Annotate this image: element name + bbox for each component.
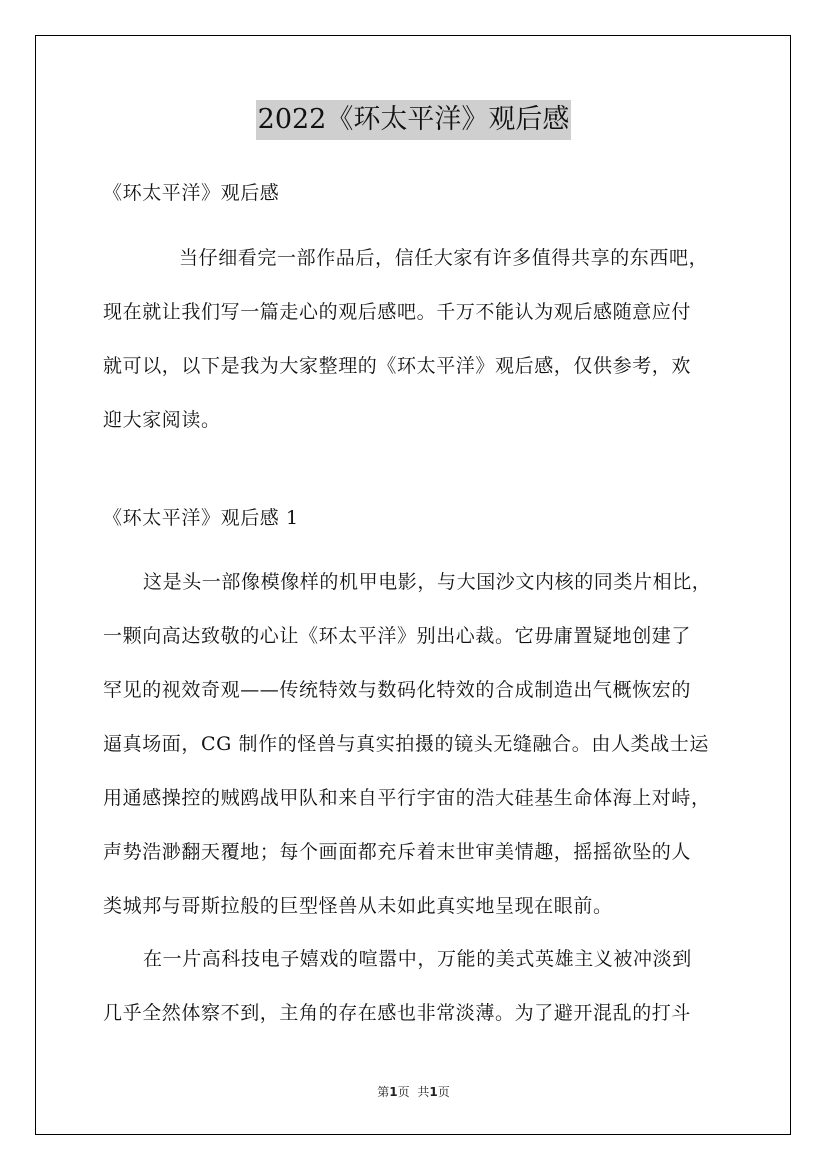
paragraph-line: 类城邦与哥斯拉般的巨型怪兽从未如此真实地呈现在眼前。 xyxy=(103,895,613,917)
paragraph-line: 这是头一部像模像样的机甲电影，与大国沙文内核的同类片相比， xyxy=(143,571,712,593)
page-prefix: 第 xyxy=(377,1085,390,1099)
paragraph-line: 在一片高科技电子嬉戏的喧嚣中，万能的美式英雄主义被冲淡到 xyxy=(143,948,692,970)
paragraph-line: 用通感操控的贼鸥战甲队和来自平行宇宙的浩大硅基生命体海上对峙， xyxy=(103,787,711,809)
intro-line: 现在就让我们写一篇走心的观后感吧。千万不能认为观后感随意应付 xyxy=(103,301,692,323)
total-unit: 页 xyxy=(437,1085,450,1099)
page-footer xyxy=(0,1083,827,1101)
total-prefix: 共 xyxy=(417,1085,430,1099)
intro-line: 迎大家阅读。 xyxy=(103,409,221,431)
body-paragraph-2 xyxy=(103,932,743,1040)
page-number: 1 xyxy=(389,1085,398,1099)
document-title: 2022《环太平洋》观后感 xyxy=(256,100,572,140)
page-unit: 页 xyxy=(397,1085,410,1099)
section-heading: 《环太平洋》观后感 1 xyxy=(103,507,299,529)
total-pages: 1 xyxy=(429,1085,438,1099)
intro-line: 当仔细看完一部作品后，信任大家有许多值得共享的东西吧， xyxy=(179,247,709,269)
paragraph-line: 声势浩渺翻天覆地；每个画面都充斥着末世审美情趣，摇摇欲坠的人 xyxy=(103,841,692,863)
paragraph-line: 罕见的视效奇观——传统特效与数码化特效的合成制造出气概恢宏的 xyxy=(103,679,692,701)
paragraph-line: 几乎全然体察不到，主角的存在感也非常淡薄。为了避开混乱的打斗 xyxy=(103,1002,692,1024)
paragraph-line: 一颗向高达致敬的心让《环太平洋》别出心裁。它毋庸置疑地创建了 xyxy=(103,625,692,647)
intro-line: 就可以，以下是我为大家整理的《环太平洋》观后感，仅供参考，欢 xyxy=(103,355,692,377)
title-container xyxy=(0,100,827,140)
intro-paragraph xyxy=(103,231,743,447)
paragraph-line: 逼真场面，CG 制作的怪兽与真实拍摄的镜头无缝融合。由人类战士运 xyxy=(103,733,709,755)
subtitle: 《环太平洋》观后感 xyxy=(103,182,280,204)
body-paragraph-1 xyxy=(103,555,743,933)
